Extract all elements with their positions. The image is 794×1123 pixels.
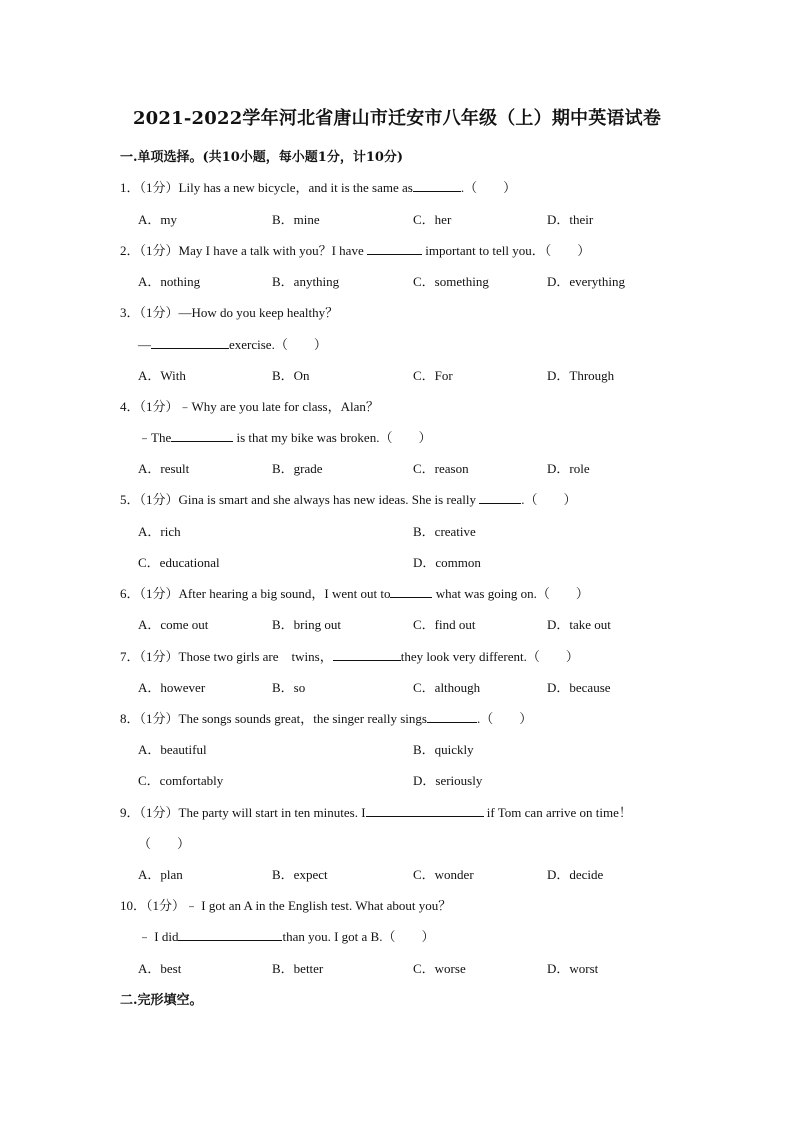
question-text: The party will start in ten minutes. I (178, 805, 366, 820)
question-text: Those two girls are twins， (178, 649, 333, 664)
question-7 (120, 646, 579, 665)
option-c: C．worse (413, 961, 466, 976)
option-d: D．decide (547, 867, 604, 882)
question-number: 3． (120, 305, 140, 320)
question-score: （1分） (139, 399, 179, 414)
dialog-text: ﹣ I did (138, 929, 179, 944)
option-c: C．comfortably (138, 773, 224, 788)
option-d: D．their (547, 212, 594, 227)
question-text: The songs sounds great，the singer really sings (178, 711, 427, 726)
question-text-end: they look very different.（ ） (400, 649, 579, 664)
answer-blank (413, 180, 461, 192)
question-text: Lily has a new bicycle，and it is the same as (178, 180, 413, 195)
option-b: B．creative (413, 524, 476, 539)
option-a: A．nothing (138, 274, 201, 289)
question-score: （1分） (139, 805, 179, 820)
option-a: A．result (138, 461, 190, 476)
dialog-dash: — (138, 337, 151, 352)
option-b: B．On (272, 368, 310, 383)
option-a: A．however (138, 680, 206, 695)
question-number: 10． (120, 898, 147, 913)
question-3-answer-line (138, 334, 327, 353)
option-a: A．plan (138, 867, 183, 882)
question-score: （1分） (139, 243, 179, 258)
question-score: （1分） (139, 180, 179, 195)
option-d: D．Through (547, 368, 615, 383)
question-text-end: .（ ） (476, 711, 533, 726)
option-b: B．better (272, 961, 324, 976)
option-b: B．expect (272, 867, 328, 882)
question-text-end: important to tell you．（ ） (421, 243, 591, 258)
question-score: （1分） (146, 898, 186, 913)
option-c: C．educational (138, 555, 220, 570)
section-heading-single-choice: 一.单项选择。(共10小题，每小题1分，计10分) (120, 150, 404, 165)
option-c: C．her (413, 212, 452, 227)
answer-blank (178, 929, 282, 941)
option-c: C．For (413, 368, 453, 383)
question-9 (120, 802, 632, 821)
option-d: D．common (413, 555, 481, 570)
option-a: A．rich (138, 524, 181, 539)
answer-blank (427, 711, 477, 723)
question-score: （1分） (139, 492, 179, 507)
option-d: D．seriously (413, 773, 483, 788)
question-8 (120, 708, 532, 727)
question-score: （1分） (139, 711, 179, 726)
question-number: 2． (120, 243, 140, 258)
question-number: 8． (120, 711, 140, 726)
question-text-end: .（ ） (460, 180, 517, 195)
answer-blank (366, 805, 484, 817)
question-9-bracket: （ ） (138, 836, 191, 851)
option-a: A．come out (138, 617, 209, 632)
question-3 (120, 302, 338, 321)
option-a: A．best (138, 961, 182, 976)
option-c: C．find out (413, 617, 476, 632)
option-c: C．although (413, 680, 481, 695)
option-d: D．role (547, 461, 590, 476)
question-1 (120, 177, 516, 196)
question-score: （1分） (139, 305, 179, 320)
option-d: D．everything (547, 274, 625, 289)
option-c: C．reason (413, 461, 469, 476)
question-text-end: exercise.（ ） (229, 337, 327, 352)
option-b: B．bring out (272, 617, 341, 632)
option-b: B．so (272, 680, 306, 695)
section-heading-cloze: 二.完形填空。 (120, 993, 203, 1008)
question-10 (120, 895, 451, 914)
question-text-end: if Tom can arrive on time！ (483, 805, 632, 820)
option-c: C．something (413, 274, 489, 289)
answer-blank (390, 586, 432, 598)
question-text: ﹣ I got an A in the English test. What about you？ (185, 898, 452, 913)
question-4-answer-line (138, 427, 431, 446)
option-d: D．worst (547, 961, 599, 976)
question-2 (120, 240, 590, 259)
dialog-text: ﹣The (138, 430, 172, 445)
question-text: —How do you keep healthy？ (178, 305, 339, 320)
answer-blank (151, 337, 229, 349)
option-b: B．grade (272, 461, 323, 476)
question-number: 7． (120, 649, 140, 664)
question-6 (120, 583, 589, 602)
question-score: （1分） (139, 586, 179, 601)
option-a: A．my (138, 212, 178, 227)
answer-blank (367, 243, 422, 255)
question-text-end: .（ ） (521, 492, 577, 507)
question-number: 4． (120, 399, 140, 414)
answer-blank (171, 430, 233, 442)
option-a: A．beautiful (138, 742, 207, 757)
answer-blank (479, 492, 521, 504)
question-text-end: what was going on.（ ） (432, 586, 589, 601)
option-b: B．mine (272, 212, 320, 227)
question-number: 5． (120, 492, 140, 507)
question-text-end: is that my bike was broken.（ ） (233, 430, 432, 445)
question-number: 1． (120, 180, 140, 195)
answer-blank (333, 649, 401, 661)
question-score: （1分） (139, 649, 179, 664)
option-d: D．because (547, 680, 611, 695)
question-text: May I have a talk with you？I have (178, 243, 367, 258)
option-a: A．With (138, 368, 186, 383)
page-title: 2021-2022学年河北省唐山市迁安市八年级（上）期中英语试卷 (132, 108, 662, 129)
question-number: 9． (120, 805, 140, 820)
question-number: 6． (120, 586, 140, 601)
option-b: B．anything (272, 274, 340, 289)
question-10-answer-line (138, 926, 434, 945)
option-b: B．quickly (413, 742, 474, 757)
question-text-end: than you. I got a B.（ ） (282, 929, 435, 944)
option-d: D．take out (547, 617, 611, 632)
option-c: C．wonder (413, 867, 474, 882)
question-text: ﹣Why are you late for class，Alan？ (178, 399, 379, 414)
question-4 (120, 396, 379, 415)
question-5 (120, 489, 577, 508)
question-text: Gina is smart and she always has new ideas. She is really (178, 492, 480, 507)
question-text: After hearing a big sound，I went out to (178, 586, 391, 601)
